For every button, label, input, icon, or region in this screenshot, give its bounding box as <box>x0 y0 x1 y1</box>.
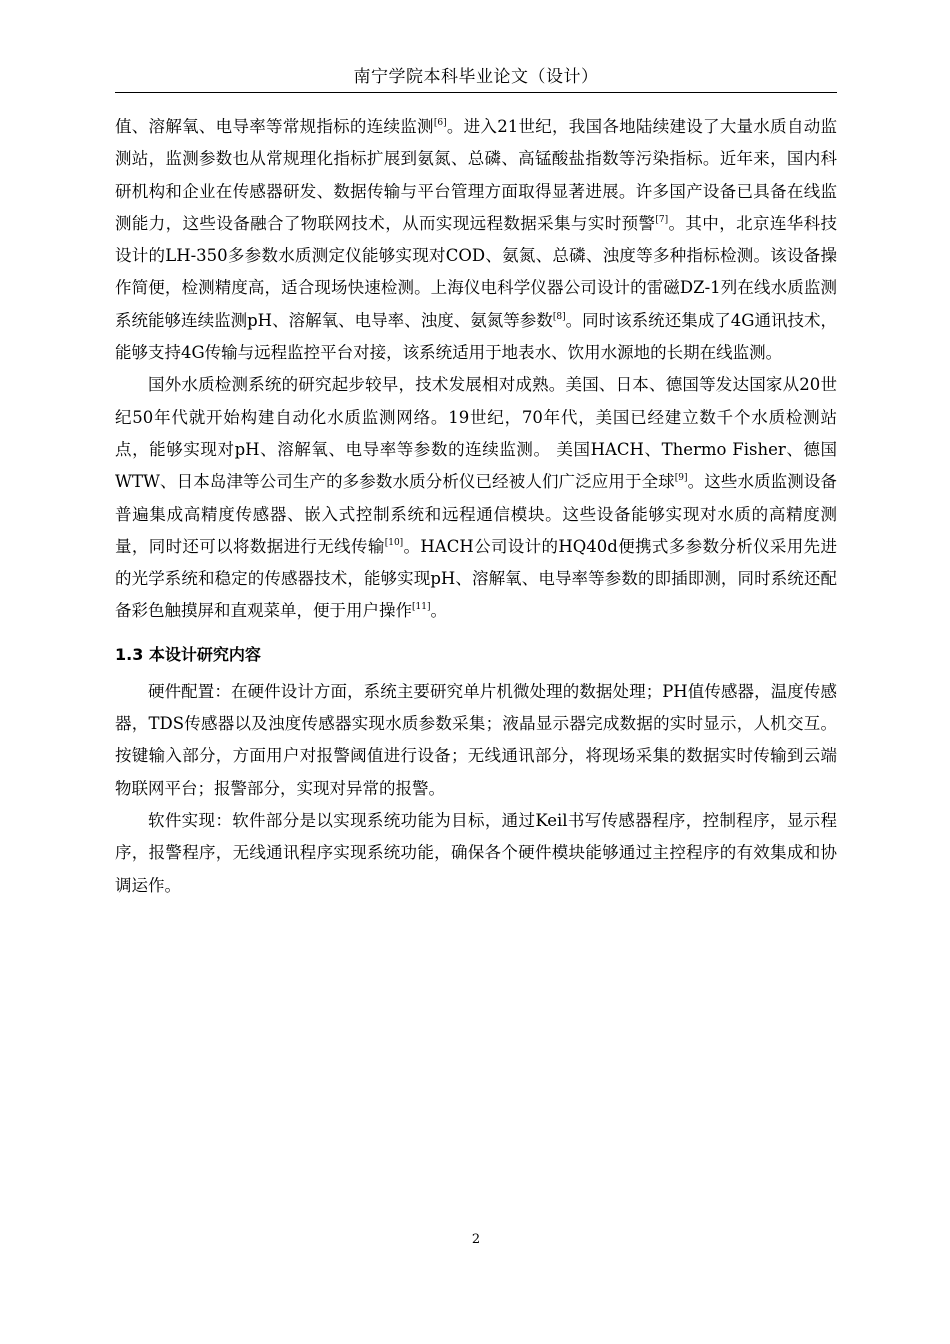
paragraph-text: 值、溶解氧、电导率等常规指标的连续监测 <box>115 117 434 136</box>
citation-ref: [11] <box>412 602 431 613</box>
paragraph-foreign-research <box>115 369 837 627</box>
paragraph-text: 。HACH公司设计的HQ40d便携式多参数分析仪采用先进的光学系统和稳定的传感器技术，能够实现pH、溶解氧、电导率等参数的即插即测，同时系统还配备彩色触摸屏和直观菜单，便于用户操作 <box>115 536 837 621</box>
section-heading: 1.3 本设计研究内容 <box>115 644 261 664</box>
paragraph-hardware: 硬件配置：在硬件设计方面，系统主要研究单片机微处理的数据处理；PH值传感器，温度传感器，TDS传感器以及浊度传感器实现水质参数采集；液晶显示器完成数据的实时显示，人机交互。按键输入部分，方面用户对报警阈值进行设备；无线通讯部分，将现场采集的数据实时传输到云端物联网平台；报警部分，实现对异常的报警。 <box>115 681 837 798</box>
citation-ref: [6] <box>433 118 447 128</box>
paragraph-text: 。同时该系统还集成了4G通讯技术，能够支持4G传输与远程监控平台对接，该系统适用于地表水、饮用水源地的长期在线监测。 <box>115 310 838 363</box>
citation-ref: [7] <box>655 214 669 225</box>
page-header: 南宁学院本科毕业论文（设计） <box>353 67 599 87</box>
paragraph-text: 。进入21世纪，我国各地陆续建设了大量水质自动监测站，监测参数也从常规理化指标扩展到氨氮、总磷、高锰酸盐指数等污染指标。近年来，国内科研机构和企业在传感器研发、数据传输与平台管理方面取得显著进展。许多国产设备已具备在线监测能力，这些设备融合了物联网技术，从而实现远程数据采集与实时预警 <box>115 117 838 233</box>
paragraph-text: 。 <box>430 601 447 621</box>
paragraph-text: 。这些水质监测设备普遍集成高精度传感器、嵌入式控制系统和远程通信模块。这些设备能够实现对水质的高精度测量，同时还可以将数据进行无线传输 <box>115 472 837 556</box>
citation-ref: [10] <box>384 537 404 548</box>
paragraph-text: 国外水质检测系统的研究起步较早，技术发展相对成熟。美国、日本、德国等发达国家从20世纪50年代就开始构建自动化水质监测网络。19世纪，70年代，美国已经建立数千个水质检测站点，能够实现对pH、溶解氧、电导率等参数的连续监测。 美国HACH、Thermo Fisher、德国WTW、日本岛津等公司生产的多参数水质分析仪已经被人们广泛应用于全球 <box>115 375 837 492</box>
paragraph-software: 软件实现：软件部分是以实现系统功能为目标，通过Keil书写传感器程序，控制程序，显示程序，报警程序，无线通讯程序实现系统功能，确保各个硬件模块能够通过主控程序的有效集成和协调运作。 <box>115 810 837 895</box>
header-rule <box>115 92 837 93</box>
citation-ref: [9] <box>674 473 688 484</box>
paragraph-domestic-research <box>115 111 837 369</box>
page-number: 2 <box>471 1232 481 1247</box>
citation-ref: [8] <box>552 311 566 322</box>
body-text <box>115 111 837 902</box>
paragraph-text: 。其中，北京连华科技设计的LH-350多参数水质测定仪能够实现对COD、氨氮、总磷、浊度等多种指标检测。该设备操作简便，检测精度高，适合现场快速检测。上海仪电科学仪器公司设计的雷磁DZ-1列在线水质监测系统能够连续监测pH、溶解氧、电导率、浊度、氨氮等参数 <box>115 213 838 330</box>
